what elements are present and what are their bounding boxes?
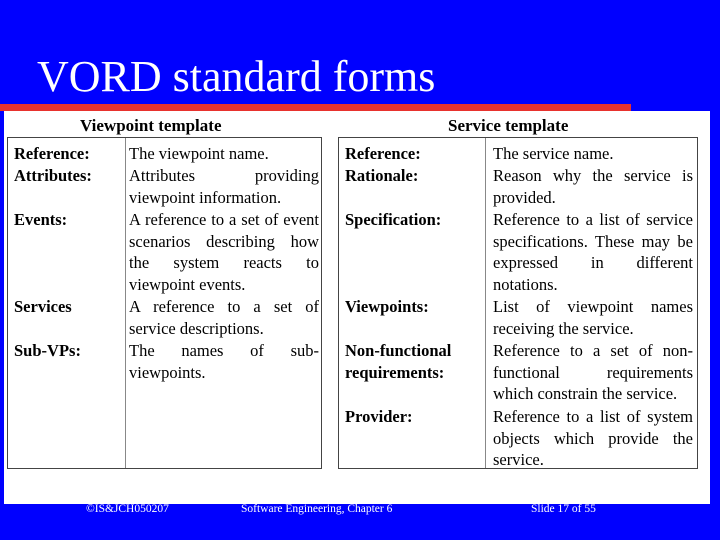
row-value: A reference to a set of event scenarios describing how the system reacts to viewpoint events. [129, 210, 319, 295]
row-value: A reference to a set of service descriptions. [129, 297, 319, 338]
row-value: Reference to a list of system objects which provide the service. [493, 407, 693, 470]
service-row-provider [345, 406, 693, 472]
service-template-heading: Service template [448, 116, 569, 135]
row-value: The viewpoint name. [129, 144, 269, 163]
service-row-specification [345, 209, 693, 296]
row-key: Reference: [14, 144, 90, 163]
row-key: Provider: [345, 407, 413, 426]
service-row-reference [345, 143, 693, 165]
viewpoint-row-attributes [14, 165, 317, 209]
row-value: The service name. [493, 144, 614, 163]
row-key: Specification: [345, 210, 442, 229]
row-value: Reason why the service is provided. [493, 166, 693, 207]
row-key: Events: [14, 210, 68, 229]
row-value: Reference to a set of non-functional requirements which constrain the service. [493, 341, 693, 404]
viewpoint-row-reference [14, 143, 317, 165]
slide-title: VORD standard forms [37, 52, 436, 101]
row-value: Attributes providing viewpoint information. [129, 166, 319, 207]
title-underline [0, 104, 631, 111]
row-key: Sub-VPs: [14, 341, 81, 360]
row-value: List of viewpoint names receiving the service. [493, 297, 693, 338]
row-key: Reference: [345, 144, 421, 163]
service-template-table [338, 137, 698, 469]
viewpoint-row-events [14, 209, 317, 296]
row-value: The names of sub-viewpoints. [129, 341, 319, 382]
row-key: Rationale: [345, 166, 419, 185]
viewpoint-template-table [7, 137, 322, 469]
row-key: Attributes: [14, 166, 92, 185]
viewpoint-row-sub-vps [14, 340, 317, 384]
forms-panel [4, 111, 710, 504]
footer-course: Software Engineering, Chapter 6 [241, 503, 393, 515]
viewpoint-row-services [14, 296, 317, 340]
row-key: Non-functional requirements: [345, 341, 452, 382]
row-value: Reference to a list of service specifications. These may be expressed in different notations. [493, 210, 693, 295]
service-row-rationale [345, 165, 693, 209]
footer-slide-number: Slide 17 of 55 [531, 503, 596, 515]
service-row-viewpoints [345, 296, 693, 340]
viewpoint-template-heading: Viewpoint template [80, 116, 222, 135]
row-key: Services [14, 297, 72, 316]
row-key: Viewpoints: [345, 297, 429, 316]
service-row-non-functional [345, 340, 693, 406]
footer-copyright: ©IS&JCH050207 [86, 503, 169, 515]
